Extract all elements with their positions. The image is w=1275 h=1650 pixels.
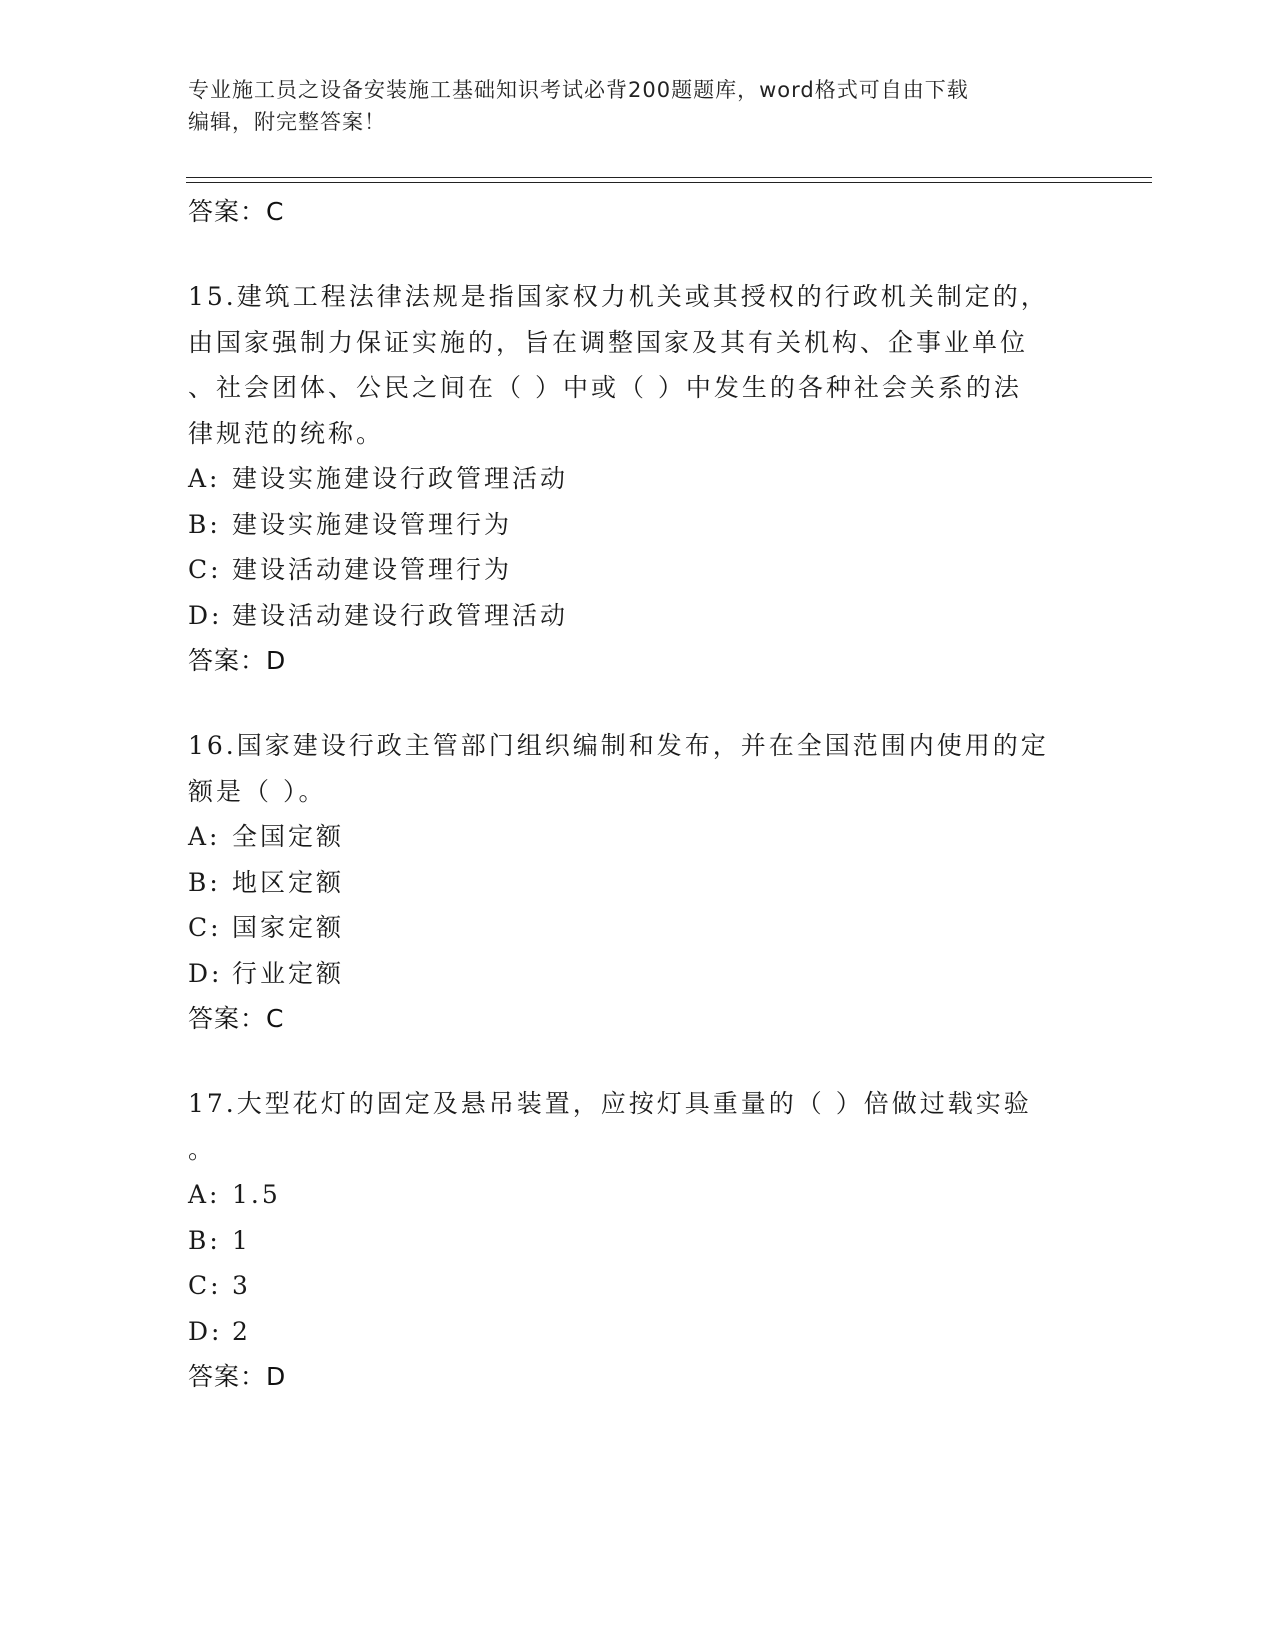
answer: 答案：C <box>188 1004 285 1033</box>
question-15 <box>188 274 1088 684</box>
option-letter: B: <box>188 1225 221 1255</box>
header-divider-bottom <box>186 182 1152 183</box>
option-text: 建设实施建设行政管理活动 <box>232 464 569 493</box>
option-a <box>188 456 1088 502</box>
option-text: 3 <box>232 1271 251 1300</box>
option-letter: A: <box>188 1180 221 1209</box>
option-letter: D: <box>188 1316 223 1346</box>
option-letter: C: <box>188 1271 222 1300</box>
option-letter: D: <box>188 600 223 630</box>
document-body <box>188 189 1088 1400</box>
option-text: 1 <box>232 1225 251 1255</box>
option-letter: B: <box>188 509 221 539</box>
question-line: 17.大型花灯的固定及悬吊装置，应按灯具重量的（ ）倍做过载实验 <box>188 1089 1032 1118</box>
option-b <box>188 1218 1088 1264</box>
question-line: 额是（ ）。 <box>188 776 327 806</box>
option-c <box>188 905 1088 951</box>
option-text: 2 <box>232 1316 251 1346</box>
option-text: 建设实施建设管理行为 <box>232 509 513 539</box>
option-d <box>188 593 1088 639</box>
previous-answer: 答案：C <box>188 197 285 226</box>
option-text: 1.5 <box>232 1180 281 1209</box>
header-divider-top <box>186 177 1152 178</box>
option-text: 全国定额 <box>232 822 345 851</box>
option-letter: A: <box>188 464 221 493</box>
answer: 答案：D <box>188 646 287 675</box>
option-text: 地区定额 <box>232 867 345 897</box>
option-text: 国家定额 <box>232 913 345 942</box>
option-text: 建设活动建设行政管理活动 <box>232 600 569 630</box>
option-b <box>188 860 1088 906</box>
option-c <box>188 1263 1088 1309</box>
question-16 <box>188 723 1088 1042</box>
question-line: 律规范的统称。 <box>188 418 385 448</box>
question-line: 由国家强制力保证实施的，旨在调整国家及其有关机构、企事业单位 <box>188 327 1029 357</box>
option-letter: C: <box>188 555 222 584</box>
question-text <box>188 274 1088 456</box>
question-line: 。 <box>188 1134 217 1164</box>
option-d <box>188 1309 1088 1355</box>
option-a <box>188 814 1088 860</box>
question-line: 、社会团体、公民之间在（ ）中或（ ）中发生的各种社会关系的法 <box>188 373 1022 402</box>
option-letter: C: <box>188 913 222 942</box>
option-a <box>188 1172 1088 1218</box>
header-line-2: 编辑，附完整答案！ <box>188 110 386 134</box>
option-c <box>188 547 1088 593</box>
option-d <box>188 951 1088 997</box>
option-letter: A: <box>188 822 221 851</box>
option-letter: B: <box>188 867 221 897</box>
document-header <box>188 74 1068 138</box>
question-line: 16.国家建设行政主管部门组织编制和发布，并在全国范围内使用的定 <box>188 731 1049 760</box>
option-b <box>188 502 1088 548</box>
option-text: 建设活动建设管理行为 <box>232 555 513 584</box>
question-text <box>188 1081 1088 1172</box>
answer: 答案：D <box>188 1362 287 1391</box>
option-text: 行业定额 <box>232 958 345 988</box>
question-line: 15.建筑工程法律法规是指国家权力机关或其授权的行政机关制定的， <box>188 282 1049 311</box>
header-line-1: 专业施工员之设备安装施工基础知识考试必背200题题库，word格式可自由下载 <box>188 78 969 102</box>
option-letter: D: <box>188 958 223 988</box>
question-text <box>188 723 1088 814</box>
question-17 <box>188 1081 1088 1400</box>
